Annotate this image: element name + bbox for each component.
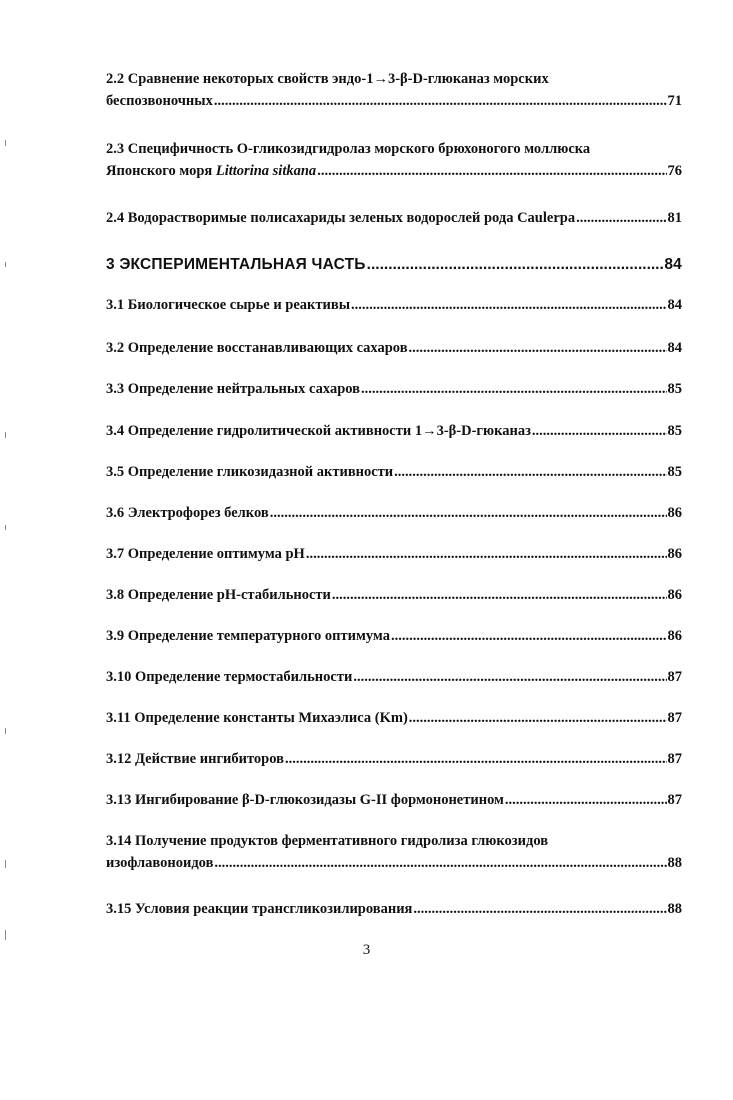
toc-entry-title: 3.7 Определение оптимума рН — [106, 546, 305, 562]
toc-entry-title: 3.1 Биологическое сырье и реактивы — [106, 297, 351, 313]
toc-entry-3-1[interactable] — [106, 294, 682, 316]
toc-page-number: 71 — [667, 93, 682, 109]
toc-entry-title: 3.13 Ингибирование β-D-глюкозидазы G-II формононетином — [106, 792, 504, 808]
toc-entry-3-9[interactable] — [106, 625, 682, 647]
toc-page-number: 85 — [667, 381, 682, 397]
toc-page-number: 85 — [667, 423, 682, 439]
toc-chapter-3[interactable] — [106, 254, 682, 276]
toc-page-number: 86 — [667, 587, 682, 603]
toc-entry-3-12[interactable] — [106, 748, 682, 770]
toc-entry-title: 3.11 Определение константы Михаэлиса (Km) — [106, 710, 408, 726]
toc-page-number: 87 — [667, 710, 682, 726]
dot-leader — [505, 789, 667, 811]
dot-leader — [353, 666, 666, 688]
toc-entry-3-14[interactable] — [106, 830, 682, 874]
toc-entry-3-4[interactable] — [106, 420, 682, 442]
toc-entry-title-continued — [106, 160, 316, 182]
toc-entry-title: 2.2 Сравнение некоторых свойств эндо-1→3-β-D-глюканаз морских — [106, 71, 549, 87]
toc-entry-title-continued: изофлавоноидов — [106, 855, 214, 871]
dot-leader — [409, 337, 667, 359]
toc-entry-3-13[interactable] — [106, 789, 682, 811]
species-name: Littorina sitkana — [215, 163, 317, 179]
toc-entry-title: 3.12 Действие ингибиторов — [106, 751, 284, 767]
toc-page-number: 86 — [667, 546, 682, 562]
dot-leader — [532, 420, 667, 442]
toc-entry-3-15[interactable] — [106, 898, 682, 920]
toc-page-number: 88 — [667, 855, 682, 871]
toc-entry-title: 3.2 Определение восстанавливающих сахаров — [106, 340, 408, 356]
toc-entry-2-3[interactable] — [106, 138, 682, 182]
toc-entry-3-10[interactable] — [106, 666, 682, 688]
toc-entry-title: 3.8 Определение рН-стабильности — [106, 587, 331, 603]
toc-entry-title: 2.4 Водорастворимые полисахариды зеленых водорослей рода Caulerpa — [106, 210, 576, 226]
toc-entry-title: 3.6 Электрофорез белков — [106, 505, 269, 521]
scan-edge-marks — [0, 0, 14, 1100]
toc-page-number: 86 — [667, 628, 682, 644]
toc-entry-text: Японского моря — [106, 163, 216, 179]
toc-page-number: 87 — [667, 669, 682, 685]
dot-leader — [332, 584, 667, 606]
dot-leader — [317, 160, 666, 182]
dot-leader — [413, 898, 666, 920]
toc-page-number: 84 — [667, 297, 682, 313]
toc-page-number: 81 — [667, 210, 682, 226]
toc-entry-title-continued: беспозвоночных — [106, 93, 213, 109]
dot-leader — [306, 543, 667, 565]
toc-entry-3-11[interactable] — [106, 707, 682, 729]
dot-leader — [367, 254, 664, 276]
toc-page-number: 87 — [667, 792, 682, 808]
toc-entry-3-6[interactable] — [106, 502, 682, 524]
dot-leader — [394, 461, 666, 483]
toc-entry-3-8[interactable] — [106, 584, 682, 606]
toc-entry-title: 3.10 Определение термостабильности — [106, 669, 353, 685]
toc-entry-title: 3.5 Определение гликозидазной активности — [106, 464, 394, 480]
toc-page-number: 86 — [667, 505, 682, 521]
dot-leader — [285, 748, 667, 770]
toc-entry-3-7[interactable] — [106, 543, 682, 565]
toc-entry-2-4[interactable] — [106, 207, 682, 229]
dot-leader — [270, 502, 667, 524]
toc-page-number: 85 — [667, 464, 682, 480]
toc-entry-title: 3.14 Получение продуктов ферментативного гидролиза глюкозидов — [106, 833, 549, 849]
toc-entry-3-3[interactable] — [106, 378, 682, 400]
toc-page-number: 76 — [667, 163, 682, 179]
toc-entry-title: 3.4 Определение гидролитической активности 1→3-β-D-гюканаз — [106, 423, 531, 439]
toc-entry-title: 3.9 Определение температурного оптимума — [106, 628, 390, 644]
toc-entry-title: 2.3 Специфичность О-гликозидгидролаз морского брюхоногого моллюска — [106, 141, 591, 157]
page-number: 3 — [362, 942, 371, 958]
dot-leader — [351, 294, 666, 316]
toc-page-number: 87 — [667, 751, 682, 767]
toc-page-number: 84 — [664, 256, 682, 273]
toc-page-number: 88 — [667, 901, 682, 917]
toc-entry-title: 3.15 Условия реакции трансгликозилирования — [106, 901, 413, 917]
toc-entry-3-2[interactable] — [106, 337, 682, 359]
dot-leader — [391, 625, 667, 647]
toc-entry-3-5[interactable] — [106, 461, 682, 483]
dot-leader — [409, 707, 667, 729]
toc-entry-2-2[interactable] — [106, 68, 682, 112]
dot-leader — [576, 207, 666, 229]
dot-leader — [361, 378, 667, 400]
toc-page-number: 84 — [667, 340, 682, 356]
toc-entry-title: 3.3 Определение нейтральных сахаров — [106, 381, 360, 397]
toc-chapter-title: 3 ЭКСПЕРИМЕНТАЛЬНАЯ ЧАСТЬ — [106, 256, 366, 273]
dot-leader — [214, 90, 667, 112]
dot-leader — [214, 852, 666, 874]
